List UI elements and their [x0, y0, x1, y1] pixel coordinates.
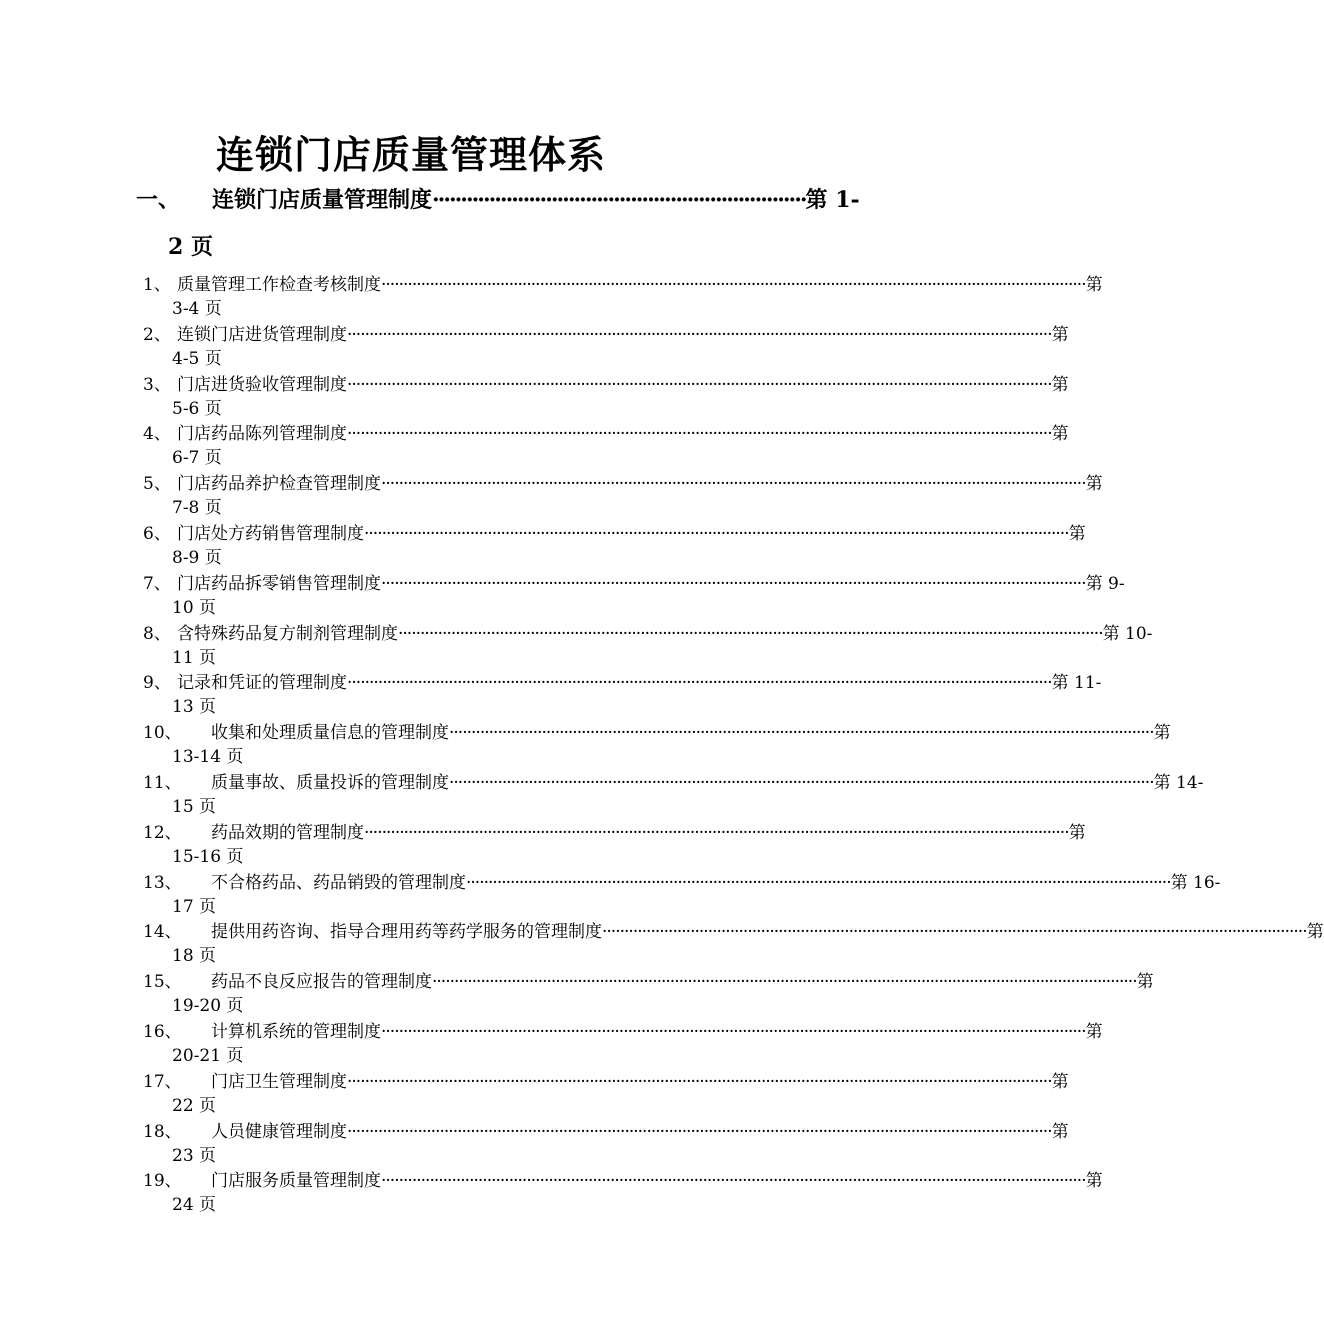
toc-item-page-end: 20-21 页	[172, 1045, 244, 1066]
toc-item-row	[143, 522, 1086, 546]
toc-item-title: 质量事故、质量投诉的管理制度	[211, 772, 449, 793]
dot-leader: ································································································································································	[602, 922, 1307, 943]
toc-item-page-end: 18 页	[172, 946, 217, 967]
toc-item-page-start: 第	[1051, 374, 1069, 395]
toc-item-page-end: 8-9 页	[172, 547, 222, 568]
toc-item-row	[143, 622, 1153, 646]
toc-item-page-start: 第 16-	[1170, 872, 1221, 893]
toc-item-page-start: 第	[1085, 1021, 1103, 1042]
toc-item-row	[143, 373, 1069, 397]
toc-item	[143, 572, 1125, 622]
toc-item	[143, 771, 1204, 821]
toc-item-title: 质量管理工作检查考核制度	[177, 275, 381, 295]
toc-item-row	[143, 273, 1103, 297]
toc-item-page-start: 第 10-	[1102, 623, 1153, 644]
toc-item-number: 4、	[143, 424, 171, 445]
dot-leader: ································································································································································	[381, 275, 1086, 295]
toc-item	[143, 1169, 1103, 1219]
toc-item-number: 14、	[143, 922, 182, 943]
toc-item-title: 记录和凭证的管理制度	[177, 673, 347, 694]
dot-leader: ································································································································································	[347, 1071, 1052, 1092]
toc-item-row	[143, 871, 1221, 895]
toc-item-title: 门店进货验收管理制度	[177, 374, 347, 395]
toc-item-title: 收集和处理质量信息的管理制度	[211, 723, 449, 744]
toc-item-row	[143, 323, 1069, 347]
toc-item-page-end: 4-5 页	[172, 348, 222, 369]
dot-leader: ································································································································································	[449, 772, 1154, 793]
toc-item-title: 含特殊药品复方制剂管理制度	[177, 623, 398, 644]
dot-leader: ································································································································································	[432, 972, 1137, 993]
toc-item-page-start: 第	[1136, 972, 1154, 993]
toc-item-row	[143, 721, 1171, 745]
toc-item-title: 门店处方药销售管理制度	[177, 523, 364, 544]
toc-item-row	[143, 1120, 1069, 1144]
dot-leader: ································································································································································	[381, 474, 1086, 495]
toc-item-page-end: 24 页	[172, 1195, 217, 1216]
toc-item-row	[143, 970, 1154, 994]
toc-item-page-end: 3-4 页	[172, 299, 222, 319]
toc-item-number: 15、	[143, 972, 182, 993]
toc-item-page-start: 第	[1068, 822, 1086, 843]
toc-item	[143, 721, 1171, 771]
toc-item-number: 12、	[143, 822, 182, 843]
toc-section-heading	[136, 183, 860, 217]
toc-item-number: 11、	[143, 772, 182, 793]
toc-item-page-end: 6-7 页	[172, 448, 222, 469]
toc-item	[143, 373, 1069, 423]
toc-item-title: 人员健康管理制度	[211, 1121, 347, 1142]
dot-leader: ································································································································································	[347, 1121, 1052, 1142]
toc-item-page-end: 5-6 页	[172, 398, 222, 419]
toc-item-number: 1、	[143, 275, 171, 295]
toc-item	[143, 1070, 1069, 1120]
toc-item-number: 5、	[143, 474, 171, 495]
toc-item	[143, 472, 1103, 522]
toc-item	[143, 821, 1086, 871]
dot-leader: ································································································································································	[398, 623, 1103, 644]
toc-item-page-start: 第 14-	[1153, 772, 1204, 793]
toc-item	[143, 422, 1069, 472]
toc-item-title: 连锁门店进货管理制度	[177, 324, 347, 345]
toc-item-page-start: 第	[1068, 523, 1086, 544]
toc-item-page-start: 第	[1051, 324, 1069, 345]
toc-item-title: 不合格药品、药品销毁的管理制度	[211, 872, 466, 893]
toc-item-number: 19、	[143, 1171, 182, 1192]
dot-leader: ··································································	[432, 187, 806, 213]
toc-item-number: 7、	[143, 573, 171, 594]
dot-leader: ································································································································································	[347, 374, 1052, 395]
toc-item-page-start: 第	[1051, 1071, 1069, 1092]
toc-item-row	[143, 821, 1086, 845]
toc-item-number: 6、	[143, 523, 171, 544]
toc-item-number: 2、	[143, 324, 171, 345]
toc-item-page-end: 15 页	[172, 796, 217, 817]
toc-item-page-end: 13 页	[172, 697, 217, 718]
dot-leader: ································································································································································	[381, 1021, 1086, 1042]
toc-item-number: 13、	[143, 872, 182, 893]
section-page-start: 第 1-	[805, 187, 860, 213]
toc-item	[143, 273, 1103, 323]
section-number: 一、	[136, 187, 181, 213]
toc-item-number: 18、	[143, 1121, 182, 1142]
toc-item-page-end: 13-14 页	[172, 747, 244, 768]
toc-item	[143, 622, 1153, 672]
toc-item-number: 9、	[143, 673, 171, 694]
dot-leader: ································································································································································	[466, 872, 1171, 893]
dot-leader: ································································································································································	[381, 573, 1086, 594]
toc-item	[143, 323, 1069, 373]
toc-item-page-start: 第 11-	[1051, 673, 1102, 694]
toc-item	[143, 1120, 1069, 1170]
toc-item-title: 计算机系统的管理制度	[211, 1021, 381, 1042]
toc-item-number: 3、	[143, 374, 171, 395]
toc-item-row	[143, 572, 1125, 596]
toc-item-row	[143, 920, 1324, 944]
toc-item	[143, 871, 1221, 921]
toc-item-page-end: 23 页	[172, 1145, 217, 1166]
toc-item	[143, 522, 1086, 572]
toc-item-title: 门店药品养护检查管理制度	[177, 474, 381, 495]
toc-item-page-end: 15-16 页	[172, 846, 244, 867]
toc-item-row	[143, 771, 1204, 795]
toc-item-page-start: 第	[1306, 922, 1324, 943]
dot-leader: ································································································································································	[449, 723, 1154, 744]
dot-leader: ································································································································································	[347, 324, 1052, 345]
section-page-end: 2 页	[168, 234, 213, 260]
toc-item-row	[143, 1020, 1103, 1044]
toc-item-number: 16、	[143, 1021, 182, 1042]
toc-list	[143, 273, 1324, 1219]
section-title: 连锁门店质量管理制度	[212, 187, 433, 213]
toc-item-number: 8、	[143, 623, 171, 644]
toc-item-page-end: 10 页	[172, 597, 217, 618]
toc-item	[143, 920, 1324, 970]
dot-leader: ································································································································································	[347, 424, 1052, 445]
toc-item-page-end: 17 页	[172, 896, 217, 917]
toc-item	[143, 1020, 1103, 1070]
toc-item	[143, 671, 1102, 721]
toc-item-row	[143, 1169, 1103, 1193]
toc-item-number: 17、	[143, 1071, 182, 1092]
toc-item-row	[143, 1070, 1069, 1094]
toc-item-page-start: 第	[1051, 424, 1069, 445]
toc-item-title: 药品效期的管理制度	[211, 822, 364, 843]
toc-item-row	[143, 422, 1069, 446]
toc-item-row	[143, 472, 1103, 496]
toc-item-page-start: 第	[1085, 474, 1103, 495]
toc-item-page-start: 第	[1085, 275, 1103, 295]
toc-item-page-end: 19-20 页	[172, 996, 244, 1017]
toc-item-page-start: 第 9-	[1085, 573, 1125, 594]
toc-item-title: 提供用药咨询、指导合理用药等药学服务的管理制度	[211, 922, 602, 943]
toc-item-number: 10、	[143, 723, 182, 744]
toc-item-page-start: 第	[1051, 1121, 1069, 1142]
toc-item-row	[143, 671, 1102, 695]
toc-item-title: 门店药品陈列管理制度	[177, 424, 347, 445]
document-title: 连锁门店质量管理体系	[216, 132, 607, 177]
dot-leader: ································································································································································	[364, 822, 1069, 843]
toc-item	[143, 970, 1154, 1020]
toc-item-title: 门店药品拆零销售管理制度	[177, 573, 381, 594]
dot-leader: ································································································································································	[347, 673, 1052, 694]
toc-item-page-end: 7-8 页	[172, 498, 222, 519]
dot-leader: ································································································································································	[381, 1171, 1086, 1192]
toc-item-page-end: 11 页	[172, 647, 217, 668]
toc-item-title: 门店卫生管理制度	[211, 1071, 347, 1092]
toc-item-page-end: 22 页	[172, 1095, 217, 1116]
toc-item-title: 门店服务质量管理制度	[211, 1171, 381, 1192]
dot-leader: ································································································································································	[364, 523, 1069, 544]
toc-item-page-start: 第	[1153, 723, 1171, 744]
toc-item-title: 药品不良反应报告的管理制度	[211, 972, 432, 993]
toc-item-page-start: 第	[1085, 1171, 1103, 1192]
